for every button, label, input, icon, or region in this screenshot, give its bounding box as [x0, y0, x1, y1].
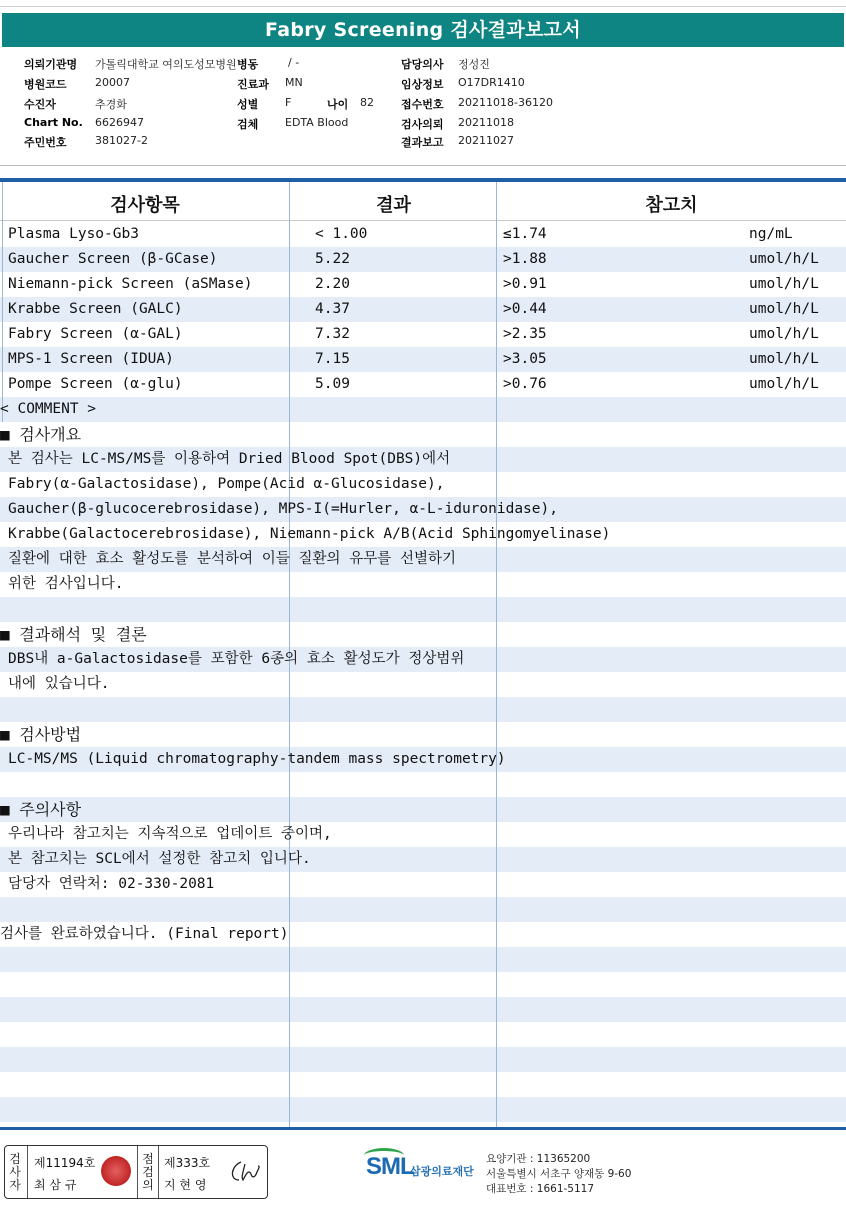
specimen-value: EDTA Blood [285, 116, 349, 129]
reference-range: >0.76 [503, 376, 547, 392]
stamp-divider [158, 1146, 159, 1198]
unit: umol/h/L [749, 251, 819, 267]
row-stripe [0, 1022, 846, 1047]
receiver-value: 추경화 [95, 98, 127, 111]
unit: umol/h/L [749, 276, 819, 292]
row-stripe [0, 597, 846, 622]
table-bottom-rule [0, 1127, 846, 1130]
unit: umol/h/L [749, 301, 819, 317]
lab-info [486, 1152, 631, 1197]
table-row [0, 297, 846, 322]
row-stripe [0, 422, 846, 447]
tester-label: 검사자 [9, 1152, 21, 1192]
interp-title: ■ 결과해석 및 결론 [0, 625, 147, 644]
final-note: 검사를 완료하였습니다. (Final report) [0, 926, 289, 942]
row-stripe [0, 972, 846, 997]
header-item: 검사항목 [110, 195, 180, 216]
lab-phone: 대표번호 : 1661-5117 [486, 1183, 595, 1195]
institution-label: 의뢰기관명 [24, 58, 78, 71]
row-stripe [0, 572, 846, 597]
test-result: 4.37 [315, 301, 350, 317]
comment-header: < COMMENT > [0, 401, 97, 417]
institution-value: 가톨릭대학교 여의도성모병원 [95, 58, 237, 71]
comment-line: 본 참고치는 SCL에서 설정한 참고치 입니다. [8, 851, 311, 867]
unit: umol/h/L [749, 376, 819, 392]
dept-label: 진료과 [237, 78, 269, 91]
report-title: Fabry Screening 검사결과보고서 [2, 13, 844, 47]
stamp-divider [27, 1146, 28, 1198]
comment-line: LC-MS/MS (Liquid chromatography-tandem mass spectrometry) [8, 751, 506, 767]
row-stripe [0, 897, 846, 922]
test-result: < 1.00 [315, 226, 368, 242]
top-rule [0, 0, 846, 7]
hospital-code-value: 20007 [95, 76, 130, 89]
resident-value: 381027-2 [95, 134, 148, 147]
unit: umol/h/L [749, 326, 819, 342]
table-row [0, 347, 846, 372]
reference-range: >1.88 [503, 251, 547, 267]
test-item: Krabbe Screen (GALC) [8, 301, 183, 317]
resident-label: 주민번호 [24, 136, 67, 149]
reference-range: >2.35 [503, 326, 547, 342]
comment-line: Krabbe(Galactocerebrosidase), Niemann-pick A/B(Acid Sphingomyelinase) [8, 526, 611, 542]
test-item: Pompe Screen (α-glu) [8, 376, 183, 392]
tester-name: 최 삼 규 [34, 1178, 77, 1192]
ward-label: 병동 [237, 58, 259, 71]
test-result: 5.22 [315, 251, 350, 267]
dept-value: MN [285, 76, 303, 89]
test-result: 2.20 [315, 276, 350, 292]
requested-label: 검사의뢰 [401, 118, 444, 131]
unit: ng/mL [749, 226, 793, 242]
accession-value: 20211018-36120 [458, 96, 553, 109]
comment-line: 위한 검사입니다. [8, 576, 124, 592]
table-row [0, 247, 846, 272]
comment-line: 담당자 연락처: 02-330-2081 [8, 876, 215, 892]
reference-range: >3.05 [503, 351, 547, 367]
comment-line: 질환에 대한 효소 활성도를 분석하여 이들 질환의 유무를 선별하기 [8, 551, 457, 567]
sml-logo: SML [366, 1153, 414, 1180]
comment-line: 우리나라 참고치는 지속적으로 업데이트 중이며, [8, 826, 332, 842]
footer [0, 1140, 846, 1210]
test-item: Fabry Screen (α-GAL) [8, 326, 183, 342]
comment-line: 본 검사는 LC-MS/MS를 이용하여 Dried Blood Spot(DBS)에서 [8, 451, 451, 467]
reported-value: 20211027 [458, 134, 514, 147]
test-item: Niemann-pick Screen (aSMase) [8, 276, 253, 292]
test-item: Plasma Lyso-Gb3 [8, 226, 139, 242]
test-result: 7.32 [315, 326, 350, 342]
reviewer-name: 지 현 영 [164, 1178, 207, 1192]
unit: umol/h/L [749, 351, 819, 367]
physician-label: 담당의사 [401, 58, 444, 71]
table-row [0, 372, 846, 397]
signature-icon [227, 1158, 263, 1186]
method-title: ■ 검사방법 [0, 725, 82, 744]
stamp-divider [137, 1146, 138, 1198]
clinical-label: 임상정보 [401, 78, 444, 91]
row-stripe [0, 997, 846, 1022]
reference-range: >0.91 [503, 276, 547, 292]
age-label: 나이 [327, 98, 349, 111]
ward-value: / - [288, 56, 300, 69]
seal-icon [101, 1156, 131, 1186]
patient-info [0, 50, 846, 162]
reference-range: ≤1.74 [503, 226, 547, 242]
reference-range: >0.44 [503, 301, 547, 317]
sex-value: F [285, 96, 292, 109]
signature-stamp [4, 1145, 268, 1199]
comment-line: Fabry(α-Galactosidase), Pompe(Acid α-Glucosidase), [8, 476, 445, 492]
table-header [0, 182, 846, 221]
test-item: Gaucher Screen (β-GCase) [8, 251, 218, 267]
sex-label: 성별 [237, 98, 259, 111]
comment-line: Gaucher(β-glucocerebrosidase), MPS-I(=Hurler, α-L-iduronidase), [8, 501, 558, 517]
test-result: 7.15 [315, 351, 350, 367]
table-row [0, 222, 846, 247]
table-row [0, 322, 846, 347]
chart-value: 6626947 [95, 116, 144, 129]
physician-value: 정성진 [458, 58, 490, 71]
test-result: 5.09 [315, 376, 350, 392]
caution-title: ■ 주의사항 [0, 800, 82, 819]
accession-label: 접수번호 [401, 98, 444, 111]
results-grid [0, 182, 846, 1127]
test-item: MPS-1 Screen (IDUA) [8, 351, 174, 367]
clinical-value: O17DR1410 [458, 76, 525, 89]
age-value: 82 [360, 96, 374, 109]
table-row [0, 272, 846, 297]
specimen-label: 검체 [237, 118, 259, 131]
divider [0, 165, 846, 166]
care-number: 요양기관 : 11365200 [486, 1153, 591, 1165]
reviewer-label: 점검의 [142, 1152, 154, 1192]
chart-label: Chart No. [24, 116, 83, 129]
tester-number: 제11194호 [34, 1156, 96, 1170]
hospital-code-label: 병원코드 [24, 78, 67, 91]
row-stripe [0, 947, 846, 972]
header-result: 결과 [376, 195, 411, 216]
requested-value: 20211018 [458, 116, 514, 129]
reported-label: 결과보고 [401, 136, 444, 149]
row-stripe [0, 797, 846, 822]
header-reference: 참고치 [645, 195, 698, 216]
row-stripe [0, 1097, 846, 1122]
overview-title: ■ 검사개요 [0, 425, 82, 444]
row-stripe [0, 697, 846, 722]
row-stripe [0, 1047, 846, 1072]
comment-line: DBS내 a-Galactosidase를 포함한 6종의 효소 활성도가 정상범위 [8, 651, 465, 667]
row-stripe [0, 1072, 846, 1097]
row-stripe [0, 397, 846, 422]
row-stripe [0, 672, 846, 697]
row-stripe [0, 722, 846, 747]
row-stripe [0, 772, 846, 797]
receiver-label: 수진자 [24, 98, 56, 111]
reviewer-number: 제333호 [164, 1156, 211, 1170]
comment-line: 내에 있습니다. [8, 676, 110, 692]
lab-address: 서울특별시 서초구 양재동 9-60 [486, 1168, 632, 1180]
org-name: 삼광의료재단 [410, 1165, 474, 1178]
